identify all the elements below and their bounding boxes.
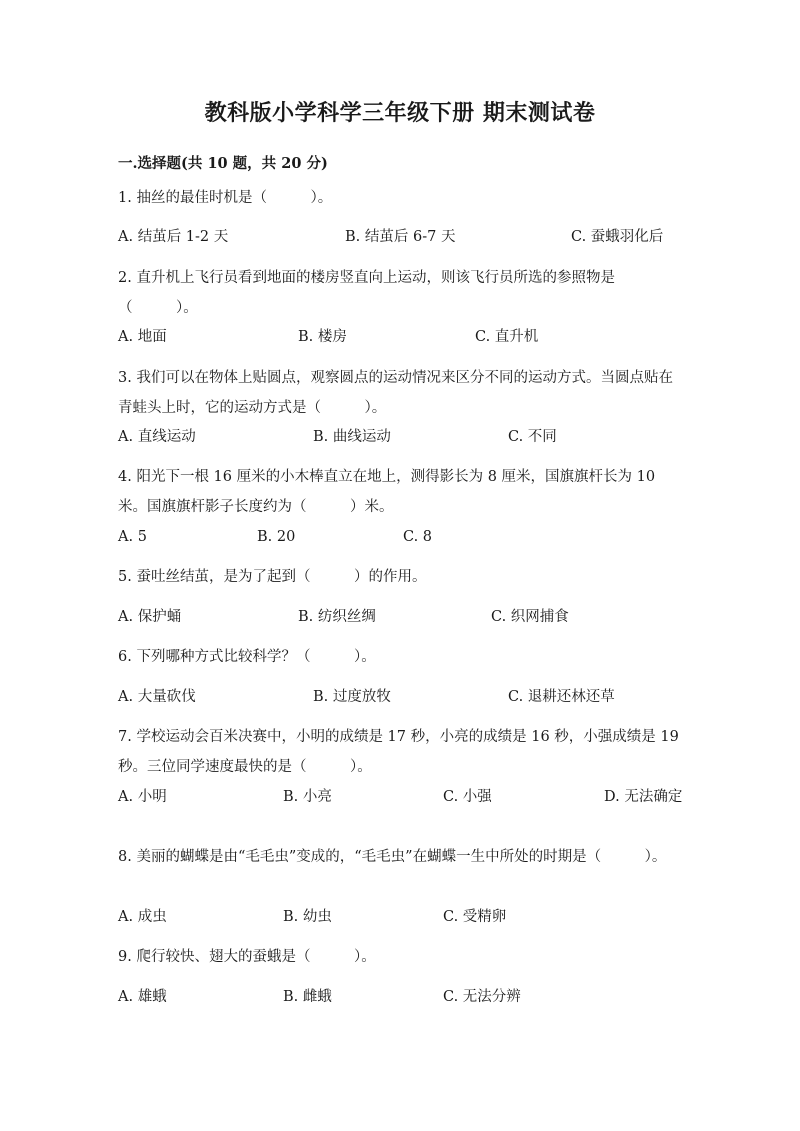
question-5-text: 5. 蚕吐丝结茧，是为了起到（ ）的作用。 [118, 569, 427, 585]
question-7-option-d-text: D. 无法确定 [604, 789, 683, 805]
question-3-option-a: A. 直线运动 [118, 429, 196, 445]
question-9-option-c: C. 无法分辨 [443, 989, 521, 1005]
question-5-option-b: B. 纺织丝绸 [298, 609, 376, 625]
question-3-option-c: C. 不同 [508, 429, 557, 445]
question-6-option-b: B. 过度放牧 [313, 689, 391, 705]
question-3-text: 3. 我们可以在物体上贴圆点，观察圆点的运动情况来区分不同的运动方式。当圆点贴在青蛙头上时，它的运动方式是（ ）。 [118, 370, 673, 416]
question-1-option-a: A. 结茧后 1-2 天 [118, 229, 229, 245]
question-5-option-c: C. 织网捕食 [491, 609, 569, 625]
question-4-options [118, 522, 683, 552]
question-7-option-c: C. 小强 [443, 789, 492, 805]
question-7-text: 7. 学校运动会百米决赛中，小明的成绩是 17 秒，小亮的成绩是 16 秒，小强成绩是 19 秒。三位同学速度最快的是（ ）。 [118, 729, 679, 775]
question-6-option-a: A. 大量砍伐 [118, 689, 196, 705]
question-4-option-c: C. 8 [403, 529, 433, 545]
question-1-text: 1. 抽丝的最佳时机是（ ）。 [118, 190, 333, 206]
question-3-options [118, 422, 683, 452]
question-9-option-b: B. 雌蛾 [283, 989, 332, 1005]
question-9-text: 9. 爬行较快、翅大的蚕蛾是（ ）。 [118, 949, 376, 965]
question-2-option-b: B. 楼房 [298, 329, 347, 345]
question-8-option-c: C. 受精卵 [443, 909, 507, 925]
question-7-option-b: B. 小亮 [283, 789, 332, 805]
question-2-options [118, 322, 683, 352]
question-8-text: 8. 美丽的蝴蝶是由“毛毛虫”变成的，“毛毛虫”在蝴蝶一生中所处的时期是（ ）。 [118, 849, 667, 865]
question-8-option-a: A. 成虫 [118, 909, 167, 925]
question-2-text: 2. 直升机上飞行员看到地面的楼房竖直向上运动，则该飞行员所选的参照物是（ ）。 [118, 270, 615, 316]
question-1-options [118, 222, 683, 252]
question-8-option-b: B. 幼虫 [283, 909, 332, 925]
question-2-option-a: A. 地面 [118, 329, 167, 345]
question-4-text: 4. 阳光下一根 16 厘米的小木棒直立在地上，测得影长为 8 厘米，国旗旗杆长为 10 米。国旗旗杆影子长度约为（ ）米。 [118, 469, 656, 515]
question-3-option-b: B. 曲线运动 [313, 429, 391, 445]
question-4-option-a: A. 5 [118, 529, 147, 545]
section-heading: 一.选择题(共 10 题，共 20 分) [118, 155, 328, 172]
question-4-option-b: B. 20 [257, 529, 296, 545]
question-7-option-a: A. 小明 [118, 789, 167, 805]
question-6-option-c: C. 退耕还林还草 [508, 689, 615, 705]
question-6-options [118, 682, 683, 712]
question-1-option-b: B. 结茧后 6-7 天 [345, 229, 456, 245]
question-9-option-a: A. 雄蛾 [118, 989, 167, 1005]
question-9-options [118, 982, 683, 1012]
question-2-option-c: C. 直升机 [475, 329, 539, 345]
question-5-options [118, 602, 683, 632]
page-title: 教科版小学科学三年级下册 期末测试卷 [204, 100, 596, 126]
question-6-text: 6. 下列哪种方式比较科学？（ ）。 [118, 649, 376, 665]
question-8-options [118, 902, 683, 932]
question-1-option-c: C. 蚕蛾羽化后 [571, 229, 664, 245]
question-7-option-d [604, 782, 683, 812]
question-5-option-a: A. 保护蛹 [118, 609, 182, 625]
question-7-options [118, 782, 683, 842]
